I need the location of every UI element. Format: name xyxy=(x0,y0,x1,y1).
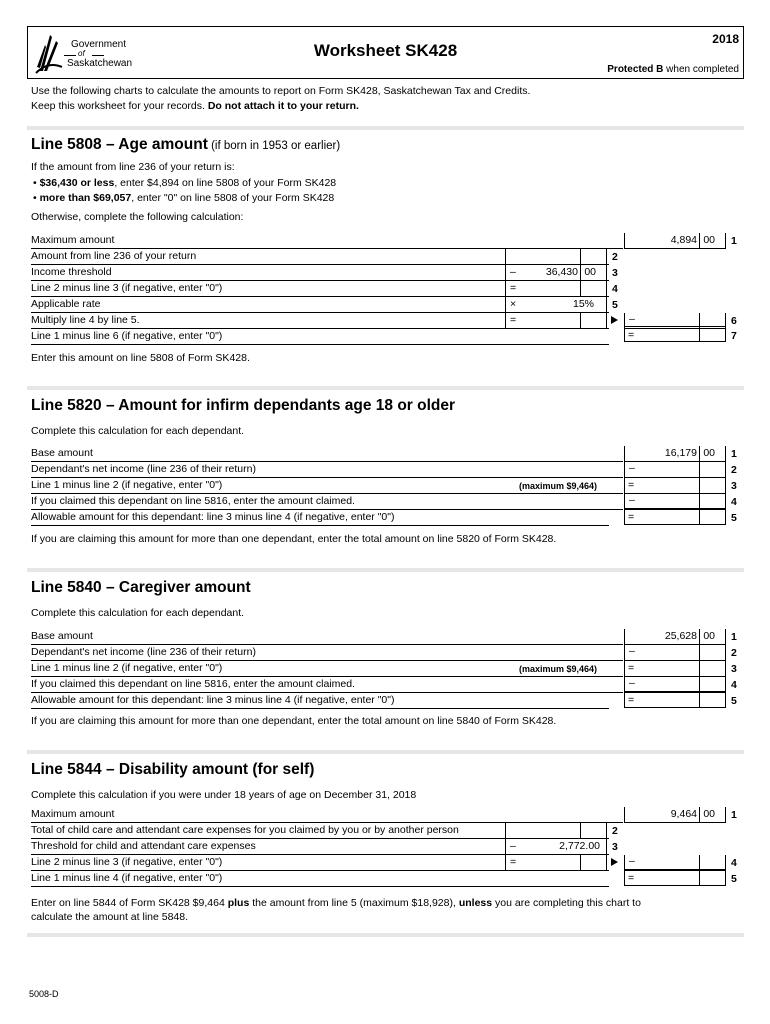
intro-line2 xyxy=(31,99,359,114)
cents-divider xyxy=(580,281,581,296)
operator: = xyxy=(628,662,635,674)
calc-row xyxy=(31,494,623,510)
cents-divider xyxy=(580,855,581,870)
line-number: 2 xyxy=(731,464,737,476)
amount-cents: 00 xyxy=(703,447,715,459)
row-label: Line 1 minus line 4 (if negative, enter "0") xyxy=(31,872,223,884)
cents-divider xyxy=(699,692,700,707)
section-5820-title: Line 5820 – Amount for infirm dependants age 18 or older xyxy=(31,397,456,414)
line-number: 3 xyxy=(731,480,737,492)
section-divider xyxy=(27,568,744,572)
cents-divider xyxy=(699,677,700,692)
operator: – xyxy=(629,494,635,506)
protected-status xyxy=(607,64,739,75)
calc-row xyxy=(31,233,623,249)
row-label: If you claimed this dependant on line 5816, enter the amount claimed. xyxy=(31,678,355,690)
row-label: Line 1 minus line 2 (if negative, enter "0") xyxy=(31,479,223,491)
cents-divider xyxy=(699,807,700,822)
amount-cents: 00 xyxy=(584,266,596,278)
section-5840-title: Line 5840 – Caregiver amount xyxy=(31,579,251,596)
amount-field[interactable] xyxy=(505,855,607,871)
amount-cents: 00 xyxy=(703,630,715,642)
s5808-footer: Enter this amount on line 5808 of Form SK428. xyxy=(31,352,250,364)
row-label: Threshold for child and attendant care expenses xyxy=(31,840,256,852)
section-5808-note: (if born in 1953 or earlier) xyxy=(207,140,341,152)
cents-divider xyxy=(580,823,581,838)
cents-divider xyxy=(580,249,581,264)
footer-bold: unless xyxy=(458,897,493,909)
operator: = xyxy=(628,872,635,884)
bullet-text: , enter "0" on line 5808 of your Form SK428 xyxy=(131,192,335,204)
row-label: Allowable amount for this dependant: line 3 minus line 4 (if negative, enter "0") xyxy=(31,511,395,523)
row-label: Maximum amount xyxy=(31,234,115,246)
section-divider xyxy=(27,933,744,937)
s5844-footer xyxy=(31,896,641,911)
section-5808-heading: Line 5808 – Age amount xyxy=(31,136,208,153)
amount-field[interactable] xyxy=(624,645,726,661)
total-field[interactable] xyxy=(624,869,726,886)
section-divider xyxy=(27,386,744,390)
operator: – xyxy=(510,266,516,278)
row-label: Dependant's net income (line 236 of their return) xyxy=(31,463,256,475)
calc-row xyxy=(31,510,609,526)
amount-value: 9,464 xyxy=(670,808,697,820)
operator: – xyxy=(629,855,635,867)
section-divider xyxy=(27,126,744,130)
bullet-text: , enter $4,894 on line 5808 of your Form SK428 xyxy=(114,177,337,189)
amount-value: 2,772.00 xyxy=(559,840,600,852)
line-number: 5 xyxy=(731,873,737,885)
rate-field[interactable] xyxy=(505,297,607,313)
operator: – xyxy=(629,677,635,689)
total-field[interactable] xyxy=(624,508,726,525)
amount-field[interactable] xyxy=(505,281,607,297)
amount-field[interactable] xyxy=(505,265,607,281)
row-label: If you claimed this dependant on line 5816, enter the amount claimed. xyxy=(31,495,355,507)
maximum-note: (maximum $9,464) xyxy=(519,664,598,674)
protected-note: when completed xyxy=(663,64,739,75)
footer-text: you are completing this chart to xyxy=(492,897,641,909)
line-number: 4 xyxy=(731,679,737,691)
operator: = xyxy=(628,511,635,523)
cents-divider xyxy=(699,233,700,248)
line-number: 2 xyxy=(731,647,737,659)
page-title: Worksheet SK428 xyxy=(313,41,458,60)
line-number: 4 xyxy=(731,857,737,869)
gov-line2: of xyxy=(78,49,85,58)
amount-cents: 00 xyxy=(703,808,715,820)
operator: = xyxy=(628,694,635,706)
s5808-condition: If the amount from line 236 of your return is: xyxy=(31,161,235,173)
arrow-right-icon xyxy=(611,316,618,324)
row-label: Line 2 minus line 3 (if negative, enter "0") xyxy=(31,282,223,294)
calc-row xyxy=(31,693,609,709)
total-field[interactable] xyxy=(624,691,726,708)
s5820-instruction: Complete this calculation for each dependant. xyxy=(31,425,245,437)
cents-divider xyxy=(699,327,700,341)
bullet-bold: $36,430 or less xyxy=(39,177,115,189)
amount-field[interactable] xyxy=(624,661,726,677)
s5808-bullet-2: • more than $69,057, enter "0" on line 5808 of your Form SK428 xyxy=(33,192,335,204)
operator: × xyxy=(510,298,517,310)
row-label: Amount from line 236 of your return xyxy=(31,250,197,262)
calc-row xyxy=(31,807,623,823)
amount-field[interactable] xyxy=(624,446,726,462)
amount-field[interactable] xyxy=(624,478,726,494)
amount-value: 36,430 xyxy=(545,266,578,278)
cents-divider xyxy=(699,855,700,870)
total-field[interactable] xyxy=(624,326,726,342)
row-label: Line 2 minus line 3 (if negative, enter "0") xyxy=(31,856,223,868)
row-label: Line 1 minus line 2 (if negative, enter "0") xyxy=(31,662,223,674)
operator: = xyxy=(510,282,517,294)
amount-value: 4,894 xyxy=(670,234,697,246)
line-number: 1 xyxy=(731,809,737,821)
amount-cents: 00 xyxy=(703,234,715,246)
s5840-instruction: Complete this calculation for each dependant. xyxy=(31,607,245,619)
amount-field[interactable] xyxy=(624,807,726,823)
line-number: 3 xyxy=(612,841,618,853)
cents-divider xyxy=(699,494,700,509)
operator: = xyxy=(510,314,517,326)
section-divider xyxy=(27,750,744,754)
amount-field[interactable] xyxy=(624,629,726,645)
line-number: 2 xyxy=(612,251,618,263)
row-label: Allowable amount for this dependant: line 3 minus line 4 (if negative, enter "0") xyxy=(31,694,395,706)
line-number: 5 xyxy=(612,299,618,311)
cents-divider xyxy=(699,446,700,461)
operator: = xyxy=(628,329,635,341)
cents-divider xyxy=(699,509,700,524)
amount-field[interactable] xyxy=(624,233,726,249)
form-header xyxy=(27,26,744,79)
s5808-otherwise: Otherwise, complete the following calculation: xyxy=(31,211,244,223)
operator: – xyxy=(629,313,635,325)
operator: = xyxy=(510,856,517,868)
cents-divider xyxy=(580,265,581,280)
amount-field[interactable] xyxy=(505,839,607,855)
row-label: Total of child care and attendant care expenses for you claimed by you or by another person xyxy=(31,824,459,836)
footer-bold: plus xyxy=(227,897,250,909)
line-number: 3 xyxy=(731,663,737,675)
row-label: Applicable rate xyxy=(31,298,101,310)
s5808-bullet-1: • $36,430 or less, enter $4,894 on line 5808 of your Form SK428 xyxy=(33,177,337,189)
cents-divider xyxy=(699,629,700,644)
intro-bold: Do not attach it to your return. xyxy=(207,100,359,112)
maximum-note: (maximum $9,464) xyxy=(519,481,598,491)
line-number: 4 xyxy=(612,283,618,295)
intro-line1: Use the following charts to calculate the amounts to report on Form SK428, Saskatchewan Tax and Credits. xyxy=(31,85,531,97)
line-number: 4 xyxy=(731,496,737,508)
line-number: 1 xyxy=(731,235,737,247)
amount-field[interactable] xyxy=(505,313,607,329)
calc-row xyxy=(31,871,609,887)
s5840-footer: If you are claiming this amount for more than one dependant, enter the total amount on line 5840 of Form SK428. xyxy=(31,715,557,727)
form-code: 5008-D xyxy=(29,989,59,999)
line-number: 5 xyxy=(731,512,737,524)
amount-field[interactable] xyxy=(505,823,607,839)
row-label: Dependant's net income (line 236 of their return) xyxy=(31,646,256,658)
gov-line3: Saskatchewan xyxy=(67,58,133,69)
s5844-footer-line2: calculate the amount at line 5848. xyxy=(31,911,189,923)
row-label: Base amount xyxy=(31,447,93,459)
section-5808-title xyxy=(31,136,340,154)
cents-divider xyxy=(580,313,581,328)
calc-row xyxy=(31,462,623,478)
line-number: 3 xyxy=(612,267,618,279)
cents-divider xyxy=(699,478,700,493)
line-number: 5 xyxy=(731,695,737,707)
calc-row xyxy=(31,446,623,462)
row-label: Base amount xyxy=(31,630,93,642)
row-label: Maximum amount xyxy=(31,808,115,820)
arrow-right-icon xyxy=(611,858,618,866)
amount-value: 25,628 xyxy=(664,630,697,642)
line-number: 1 xyxy=(731,631,737,643)
amount-field[interactable] xyxy=(505,249,607,265)
rate-value: 15% xyxy=(572,298,594,310)
row-label: Line 1 minus line 6 (if negative, enter "0") xyxy=(31,330,223,342)
bullet-bold: more than $69,057 xyxy=(39,192,132,204)
calc-row xyxy=(31,645,623,661)
row-label: Multiply line 4 by line 5. xyxy=(31,314,140,326)
calc-row xyxy=(31,629,623,645)
cents-divider xyxy=(699,645,700,660)
s5820-footer: If you are claiming this amount for more than one dependant, enter the total amount on line 5820 of Form SK428. xyxy=(31,533,557,545)
cents-divider xyxy=(699,870,700,885)
calc-row xyxy=(31,329,609,345)
footer-text: Enter on line 5844 of Form SK428 $9,464 xyxy=(31,897,228,909)
section-5844-title: Line 5844 – Disability amount (for self) xyxy=(31,761,315,778)
row-label: Income threshold xyxy=(31,266,112,278)
amount-field[interactable] xyxy=(624,462,726,478)
s5844-instruction: Complete this calculation if you were under 18 years of age on December 31, 2018 xyxy=(31,789,417,801)
footer-text: the amount from line 5 (maximum $18,928), xyxy=(249,897,459,909)
line-number: 6 xyxy=(731,315,737,327)
form-year: 2018 xyxy=(712,32,739,46)
protected-label: Protected B xyxy=(607,64,664,75)
cents-divider xyxy=(699,462,700,477)
line-number: 7 xyxy=(731,330,737,342)
amount-value: 16,179 xyxy=(664,447,697,459)
line-number: 1 xyxy=(731,448,737,460)
operator: = xyxy=(628,479,635,491)
intro-plain: Keep this worksheet for your records. xyxy=(31,100,208,112)
calc-row xyxy=(31,677,623,693)
cents-divider xyxy=(699,661,700,676)
operator: – xyxy=(629,462,635,474)
gov-line1: Government xyxy=(71,39,127,50)
operator: – xyxy=(510,840,516,852)
line-number: 2 xyxy=(612,825,618,837)
operator: – xyxy=(629,645,635,657)
